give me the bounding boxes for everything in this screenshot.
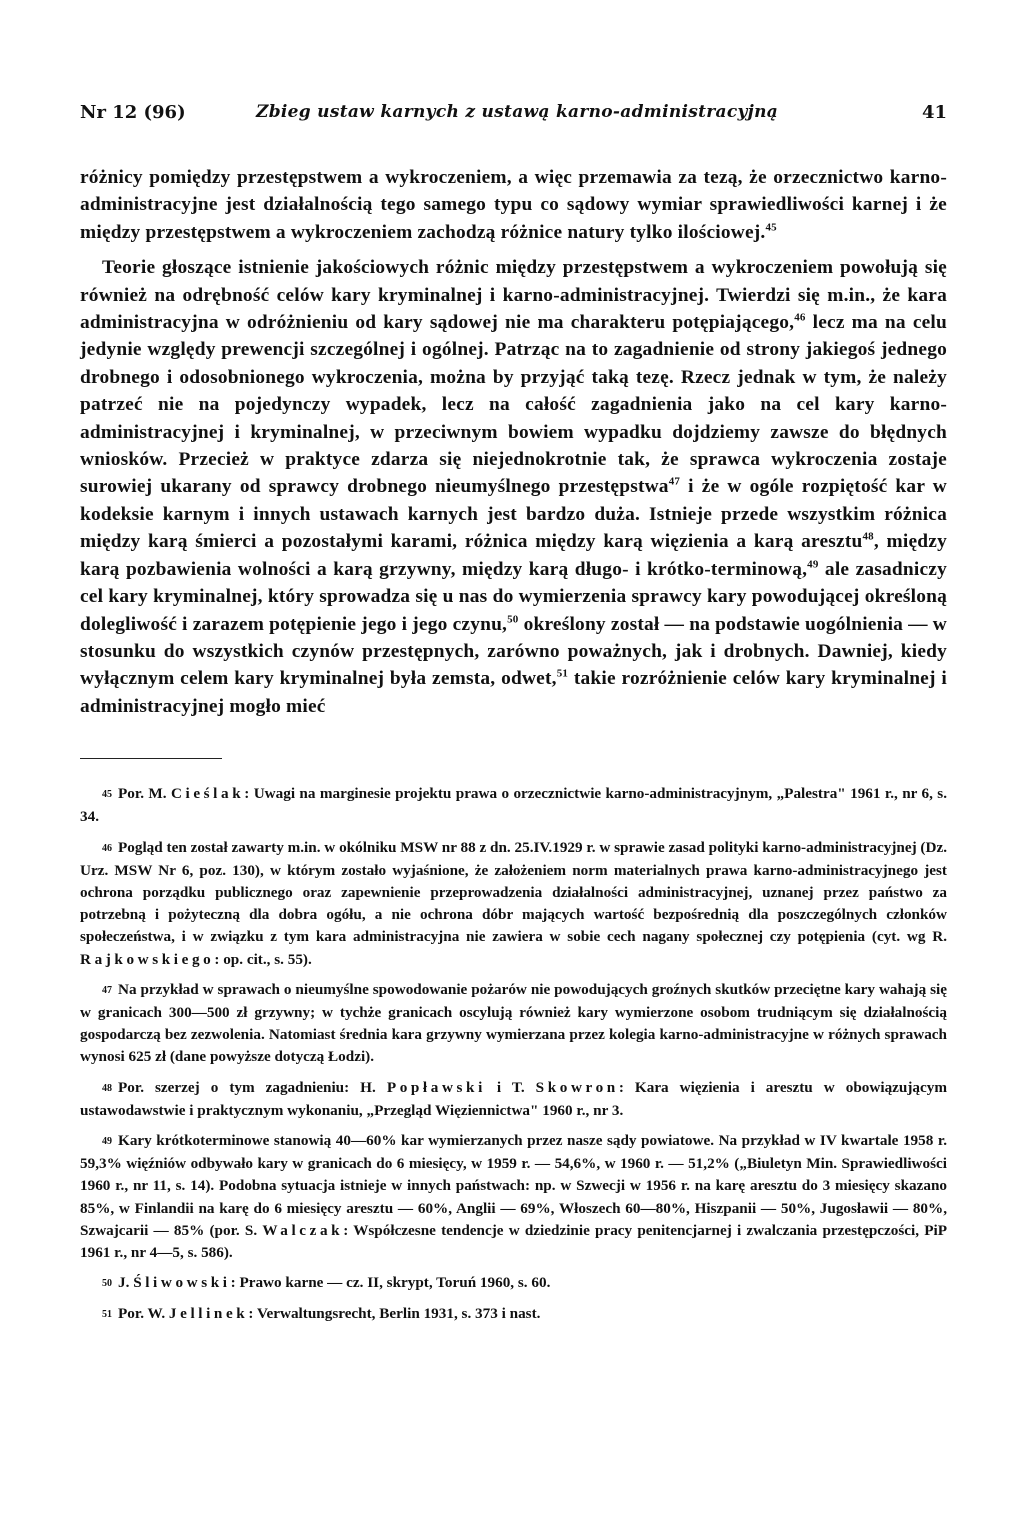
footnote-46	[80, 837, 947, 971]
footnote-47	[80, 979, 947, 1069]
footnote-text: : Kara więzienia i aresztu w obowiązującym ustawodawstwie i praktycznym wykonaniu, „Przegląd Więziennictwa" 1960 r., nr 3.	[80, 1078, 947, 1119]
paragraph-text: takie rozróżnienie celów kary kryminalnej i administracyjnej mogło mieć	[80, 668, 947, 717]
paragraph-text: różnicy pomiędzy przestępstwem a wykroczeniem, a więc przemawia za tezą, że orzecznictwo karno-administracyjne jest działalnością tego samego typu co sądowy wymiar sprawiedliwości karnej i że między przestępstwem a wykroczeniem zachodzą różnice natury tylko ilościowej.	[80, 167, 947, 243]
paragraph-text: określony został — na podstawie uogólnienia — w stosunku do wszystkich czynów przestępnych, zarówno poważnych, jak i drobnych. Dawniej, kiedy wyłącznym celem kary kryminalnej była zemsta, odwet,	[80, 613, 947, 690]
footnote-49	[80, 1130, 947, 1264]
footnote-number: 51	[102, 1309, 112, 1321]
footnote-text: : Prawo karne — cz. II, skrypt, Toruń 1960, s. 60.	[230, 1274, 551, 1292]
footnote-number: 47	[102, 984, 112, 996]
footnote-text: : op. cit., s. 55).	[214, 950, 312, 968]
footnote-ref: 47	[668, 476, 681, 488]
footnote-text: Por. M.	[118, 785, 171, 803]
main-text	[80, 164, 947, 720]
footnote-number: 50	[102, 1278, 112, 1290]
footnote-51	[80, 1303, 947, 1326]
footnote-text: Por. szerzej o tym zagadnieniu: H.	[118, 1078, 387, 1096]
author-name: Walczak	[262, 1221, 344, 1239]
author-name: Popławski	[386, 1078, 486, 1096]
footnote-number: 48	[102, 1082, 112, 1094]
paragraph	[80, 254, 947, 720]
running-title: Zbieg ustaw karnych z ustawą karno-administracyjną	[256, 102, 779, 122]
page-header	[80, 96, 947, 130]
paragraph	[80, 164, 947, 246]
document-page	[80, 96, 947, 1335]
footnote-text: Kary krótkoterminowe stanowią 40—60% kar wymierzanych przez nasze sądy powiatowe. Na przykład w IV kwartale 1958 r. 59,3% więźniów odbywało kary w granicach do 6 miesięcy, w 1959 r. — 54,6%, w 1960 r. — 51,2% („Biuletyn Min. Sprawiedliwości 1960 r., nr 11, s. 14). Podobna sytuacja istnieje w innych państwach: np. w Szwecji w 1956 r. na karę aresztu do 3 miesięcy skazano 85%, w Finlandii na karę do 6 miesięcy aresztu — 60%, Anglii — 69%, Włoszech 60—80%, Hiszpanii — 50%, Jugosławii — 80%, Szwajcarii — 85% (por. S.	[80, 1131, 947, 1239]
author-name: Rajkowskiego	[80, 950, 215, 968]
footnote-ref: 48	[862, 530, 874, 543]
paragraph-text: , między karą pozbawienia wolności a karą grzywny, między karą długo- i krótko-terminową,	[80, 531, 947, 580]
footnote-45	[80, 783, 947, 828]
paragraph-text: ale zasadniczy cel kary kryminalnej, który sprowadza się u nas do wymierzenia sprawcy kary powodującej określoną dolegliwość i zarazem potępienie jego i jego czynu,	[80, 558, 947, 635]
paragraph-text: Teorie głoszące istnienie jakościowych różnic między przestępstwem a wykroczeniem powołują się również na odrębność celów kary kryminalnej i karno-administracyjnej. Twierdzi się m.in., że kara administracyjna w odróżnieniu od kary sądowej nie ma charakteru potępiającego,	[80, 257, 947, 334]
footnote-number: 46	[102, 842, 112, 854]
footnote-text: J.	[118, 1274, 134, 1292]
footnote-number: 45	[102, 789, 112, 801]
footnote-ref: 46	[794, 311, 806, 324]
footnote-text: : Verwaltungsrecht, Berlin 1931, s. 373 i nast.	[248, 1305, 541, 1323]
page-number: 41	[921, 102, 947, 123]
author-name: Jellinek	[168, 1305, 249, 1323]
footnote-text: : Uwagi na marginesie projektu prawa o orzecznictwie karno-administracyjnym, „Palestra" 1961 r., nr 6, s. 34.	[80, 785, 947, 826]
author-name: Skowron	[535, 1078, 619, 1096]
footnote-48	[80, 1077, 947, 1122]
paragraph-text: lecz ma na celu jedynie względy prewencji szczególnej i ogólnej. Patrząc na to zagadnienie od strony jakiegoś jednego drobnego i odosobnionego wykroczenia, można by przyjąć taką tezę. Rzecz jednak w tym, że należy patrzeć nie na pojedynczy wypadek, lecz na całość zagadnienia jako na cel kary karno-administracyjnej i kryminalnej, w przeciwnym bowiem wypadku dojdziemy zawsze do błędnych wniosków. Przecież w praktyce zdarza się niejednokrotnie tak, że sprawca wykroczenia zostaje surowiej ukarany od sprawcy drobnego nieumyślnego przestępstwa	[80, 312, 948, 498]
footnote-ref: 49	[807, 558, 819, 571]
footnote-text: : Współczesne tendencje w dziedzinie pracy penitencjarnej i zwalczania przestępczości, PiP 1961 r., nr 4—5, s. 586).	[80, 1221, 947, 1261]
footnote-text: Pogląd ten został zawarty m.in. w okólniku MSW nr 88 z dn. 25.IV.1929 r. w sprawie zasad polityki karno-administracyjnej (Dz. Urz. MSW Nr 6, poz. 130), w którym zostało wyjaśnione, że założeniem norm materialnych prawa karno-administracyjnego jest ochrona porządku publicznego oraz zapewnienie przeprowadzenia działalności administracyjnej, uznanej przez państwo za potrzebną i pożyteczną dla dobra ogółu, a nie ochrona dóbr mających wartość bezpośrednią dla poszczególnych członków społeczeństwa, i w związku z tym kara administracyjna nie zawiera w sobie cech nagany społecznej czy potępienia (cyt. wg R.	[80, 838, 947, 946]
paragraph-text: i że w ogóle rozpiętość kar w kodeksie karnym i innych ustawach karnych jest bardzo duża. Istnieje przede wszystkim różnica między karą śmierci a pozostałymi karami, różnica między karą więzienia a karą aresztu	[80, 476, 948, 553]
footnotes	[80, 783, 947, 1326]
footnote-ref: 51	[556, 667, 569, 680]
footnote-ref: 45	[765, 221, 777, 234]
footnote-ref: 50	[507, 613, 519, 626]
footnote-50	[80, 1272, 947, 1295]
footnote-text: i T.	[485, 1078, 536, 1096]
footnote-text: Na przykład w sprawach o nieumyślne spowodowanie pożarów nie powodujących groźnych skutków przeciętne kary wahają się w granicach 300—500 zł grzywny; w tychże granicach oscylują również kary wymierzone osobom trudniącym się działalnością gospodarczą bez zezwolenia. Natomiast średnia kara grzywny wymierzana przez kolegia karno-administracyjne w różnych sprawach wynosi 625 zł (dane powyższe dotyczą Łodzi).	[80, 980, 947, 1066]
author-name: Śliwowski	[133, 1274, 231, 1292]
author-name: Cieślak	[170, 785, 245, 803]
footnote-text: Por. W.	[118, 1305, 169, 1323]
footnote-divider	[80, 758, 222, 759]
issue-number: Nr 12 (96)	[80, 102, 186, 123]
footnote-number: 49	[102, 1135, 112, 1147]
